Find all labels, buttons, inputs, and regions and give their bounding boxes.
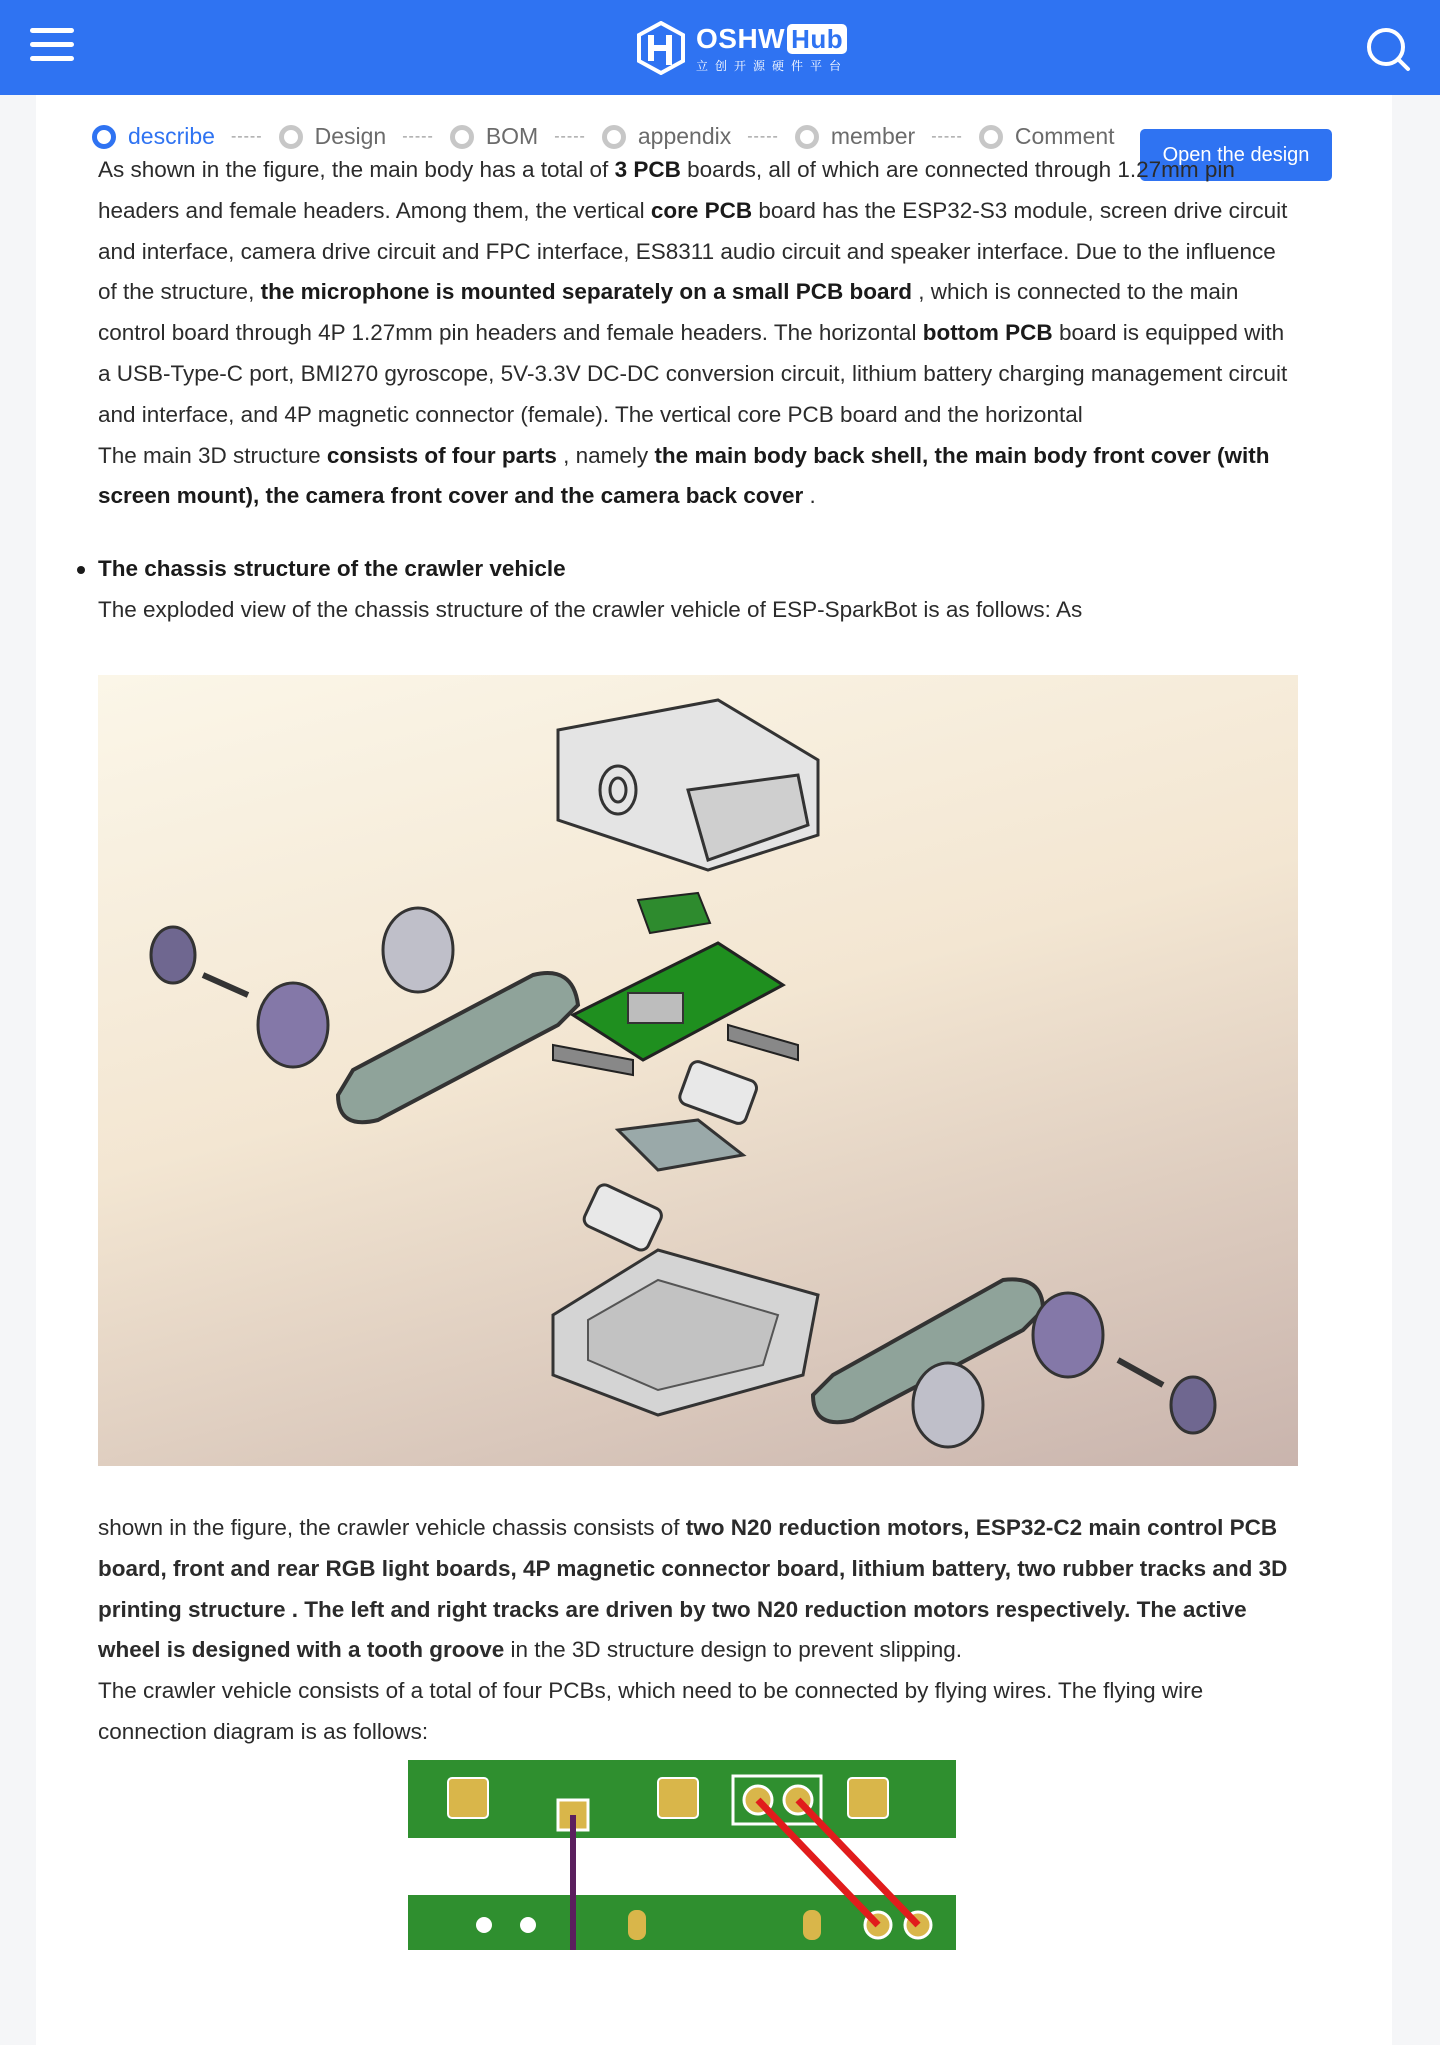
step-dot-icon	[450, 125, 474, 149]
step-dot-icon	[92, 125, 116, 149]
paragraph-exploded-view-intro: The exploded view of the chassis structure of the crawler vehicle of ESP-SparkBot is as follows: As	[98, 596, 1083, 622]
logo-brand-main: OSHW	[696, 22, 786, 54]
article-body	[98, 150, 1298, 631]
top-app-bar	[0, 0, 1440, 95]
step-dot-icon	[979, 125, 1003, 149]
step-dot-icon	[602, 125, 626, 149]
flying-wire-diagram-image	[408, 1760, 956, 1950]
step-member[interactable]: member	[795, 123, 915, 150]
article-body-continued	[98, 1508, 1298, 1753]
paragraph-main-body-pcb: As shown in the figure, the main body has a total of 3 PCB boards, all of which are connected through 1.27mm pin headers and female headers. Among them, the vertical core PCB board has the ESP32-S3 module, screen drive circuit and interface, camera drive circuit and FPC interface, ES8311 audio circuit and speaker interface. Due to the influence of the structure, the microphone is mounted separately on a small PCB board , which is connected to the main control board through 4P 1.27mm pin headers and female headers. The horizontal bottom PCB board is equipped with a USB-Type-C port, BMI270 gyroscope, 5V-3.3V DC-DC conversion circuit, lithium battery charging management circuit and interface, and 4P magnetic connector (female). The vertical core PCB board and the horizontal	[98, 157, 1288, 427]
hamburger-menu-icon[interactable]	[30, 28, 74, 64]
step-dot-icon	[279, 125, 303, 149]
logo-subtitle: 立创开源硬件平台	[696, 58, 849, 73]
step-appendix[interactable]: appendix	[602, 123, 731, 150]
logo-brand-hub: Hub	[787, 24, 847, 54]
open-design-button[interactable]: Open the design	[1140, 129, 1332, 181]
step-separator: -----	[747, 127, 779, 145]
step-separator: -----	[931, 127, 963, 145]
bullet-heading: The chassis structure of the crawler vehicle	[98, 549, 1298, 590]
paragraph-3d-structure: The main 3D structure consists of four parts , namely the main body back shell, the main body front cover (with screen mount), the camera front cover and the camera back cover .	[98, 442, 1270, 509]
step-comment[interactable]: Comment	[979, 123, 1115, 150]
section-steps-nav	[92, 123, 1115, 150]
oshwhub-logo-mark-icon	[636, 21, 686, 75]
exploded-view-image	[98, 675, 1298, 1466]
step-separator: -----	[230, 127, 263, 145]
paragraph-chassis-components: shown in the figure, the crawler vehicle chassis consists of two N20 reduction motors, ESP32-C2 main control PCB board, front and rear RGB light boards, 4P magnetic connector board, lithium battery, two rubber tracks and 3D printing structure . The left and right tracks are driven by two N20 reduction motors respectively. The active wheel is designed with a tooth groove in the 3D structure design to prevent slipping.	[98, 1515, 1288, 1663]
flying-wire-diagram-illustration	[408, 1760, 956, 1950]
step-separator: -----	[554, 127, 586, 145]
oshwhub-logo[interactable]	[636, 20, 848, 76]
step-design[interactable]: Design	[279, 123, 387, 150]
paragraph-flying-wire-intro: The crawler vehicle consists of a total of four PCBs, which need to be connected by flying wires. The flying wire connection diagram is as follows:	[98, 1678, 1204, 1744]
step-describe[interactable]: describe	[92, 123, 215, 150]
step-bom[interactable]: BOM	[450, 123, 538, 150]
logo-wordmark	[696, 23, 848, 74]
step-dot-icon	[795, 125, 819, 149]
search-icon[interactable]	[1365, 26, 1411, 72]
exploded-view-illustration	[98, 675, 1298, 1466]
step-separator: -----	[402, 127, 434, 145]
